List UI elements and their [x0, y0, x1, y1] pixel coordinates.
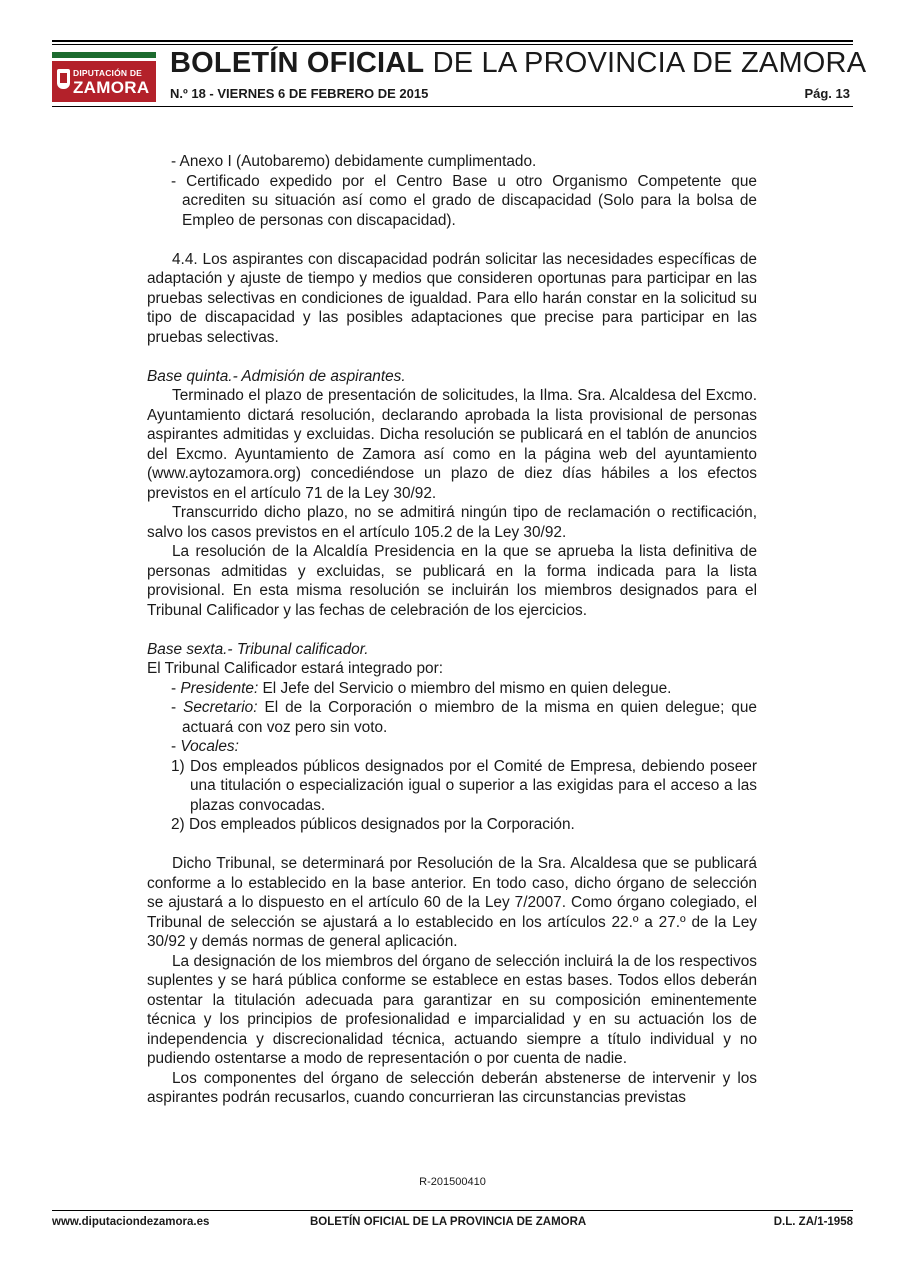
paragraph-6a: El Tribunal Calificador estará integrado por:: [147, 660, 443, 677]
bulletin-title-bold: BOLETÍN OFICIAL: [170, 47, 425, 79]
header-top-rule-thin: [52, 44, 853, 45]
document-body: [147, 152, 757, 1108]
footer-legal-deposit: D.L. ZA/1-1958: [773, 1216, 853, 1228]
footer-center-title: BOLETÍN OFICIAL DE LA PROVINCIA DE ZAMORA: [310, 1216, 587, 1228]
item-vocal-2: 2) Dos empleados públicos designados por la Corporación.: [171, 816, 575, 833]
heading-base-quinta: Base quinta.- Admisión de aspirantes.: [147, 367, 406, 385]
item-presidente: - Presidente: El Jefe del Servicio o miembro del mismo en quien delegue.: [171, 679, 672, 697]
header-top-rule: [52, 40, 853, 42]
document-reference: R-201500410: [419, 1176, 486, 1188]
bulletin-title-rest: DE LA PROVINCIA DE ZAMORA: [424, 47, 867, 79]
secretario-label: Secretario:: [183, 699, 258, 716]
footer-rule: [52, 1210, 853, 1211]
secretario-text: El de la Corporación o miembro de la misma en quien delegue; que actuará con voz pero sin voto.: [182, 699, 757, 736]
coat-of-arms-icon: [57, 69, 70, 89]
paragraph-6d: Los componentes del órgano de selección deberán abstenerse de intervenir y los aspirantes podrán recusarlos, cuando concurrieran las circunstancias previstas: [147, 1069, 757, 1106]
paragraph-5a: Terminado el plazo de presentación de solicitudes, la Ilma. Sra. Alcaldesa del Excmo. Ayuntamiento dictará resolución, declarando aprobada la lista provisional de personas aspirantes admitidas y excluidas. Dicha resolución se publicará en el tablón de anuncios del Excmo. Ayuntamiento de Zamora así como en la página web del ayuntamiento (www.aytozamora.org) concediéndose un plazo de diez días hábiles a los efectos previstos en el artículo 71 de la Ley 30/92.: [147, 387, 757, 502]
presidente-text: El Jefe del Servicio o miembro del mismo en quien delegue.: [258, 679, 672, 697]
paragraph-4-4: 4.4. Los aspirantes con discapacidad podrán solicitar las necesidades específicas de adaptación y ajuste de tiempo y medios que consideren oportunas para participar en las pruebas selectivas en condiciones de igualdad. Para ello harán constar en la solicitud su tipo de discapacidad y las posibles adaptaciones que precise para participar en las pruebas selectivas.: [147, 250, 757, 346]
page-number: Pág. 13: [804, 86, 850, 101]
footer-website: www.diputaciondezamora.es: [52, 1216, 210, 1228]
heading-base-sexta: Base sexta.- Tribunal calificador.: [147, 640, 369, 658]
paragraph-5c: La resolución de la Alcaldía Presidencia en la que se aprueba la lista definitiva de personas admitidas y excluidas, se publicará en la forma indicada para la lista provisional. En esta misma resolución se incluirán los miembros designados para el Tribunal Calificador y las fechas de celebración de los ejercicios.: [147, 543, 757, 619]
paragraph-5b: Transcurrido dicho plazo, no se admitirá ningún tipo de reclamación o rectificación, salvo los casos previstos en el artículo 105.2 de la Ley 30/92.: [147, 504, 757, 541]
presidente-label: Presidente:: [180, 679, 259, 697]
diputacion-logo: [52, 52, 156, 102]
item-vocales: - Vocales:: [171, 738, 239, 755]
bullet-annex: - Anexo I (Autobaremo) debidamente cumplimentado.: [171, 153, 537, 170]
item-vocal-1: 1) Dos empleados públicos designados por el Comité de Empresa, debiendo poseer una titulación o especialización igual o superior a las exigidas para el acceso a las plazas convocadas.: [171, 757, 757, 814]
bulletin-title: [170, 47, 866, 80]
bullet-certificate: - Certificado expedido por el Centro Base u otro Organismo Competente que acrediten su situación así como el grado de discapacidad (Solo para la bolsa de Empleo de personas con discapacidad).: [171, 172, 757, 229]
header-bottom-rule: [52, 106, 853, 107]
paragraph-6b: Dicho Tribunal, se determinará por Resolución de la Sra. Alcaldesa que se publicará conforme a lo establecido en la base anterior. En todo caso, dicho órgano de selección se ajustará a lo dispuesto en el artículo 60 de la Ley 7/2007. Como órgano colegiado, el Tribunal de selección se ajustará a lo establecido en los artículos 22.º a 27.º de la Ley 30/92 y demás normas de general aplicación.: [147, 855, 757, 950]
item-secretario: - Secretario: El de la Corporación o miembro de la misma en quien delegue; que actuará con voz pero sin voto.: [171, 699, 757, 736]
vocales-label: Vocales:: [180, 738, 239, 755]
issue-info: N.º 18 - VIERNES 6 DE FEBRERO DE 2015: [170, 86, 429, 101]
logo-line2: ZAMORA: [73, 78, 150, 97]
logo-line1: DIPUTACIÓN DE: [73, 68, 143, 78]
paragraph-6c: La designación de los miembros del órgano de selección incluirá la de los respectivos suplentes y se hará pública conforme se establece en estas bases. Todos ellos deberán ostentar la titulación adecuada para garantizar en su composición eminentemente técnica y los principios de profesionalidad e imparcialidad y en su actuación los de independencia y discrecionalidad técnica, actuando siempre a título individual y no pudiendo ostentarse a modo de representación o por cuenta de nadie.: [147, 952, 757, 1067]
